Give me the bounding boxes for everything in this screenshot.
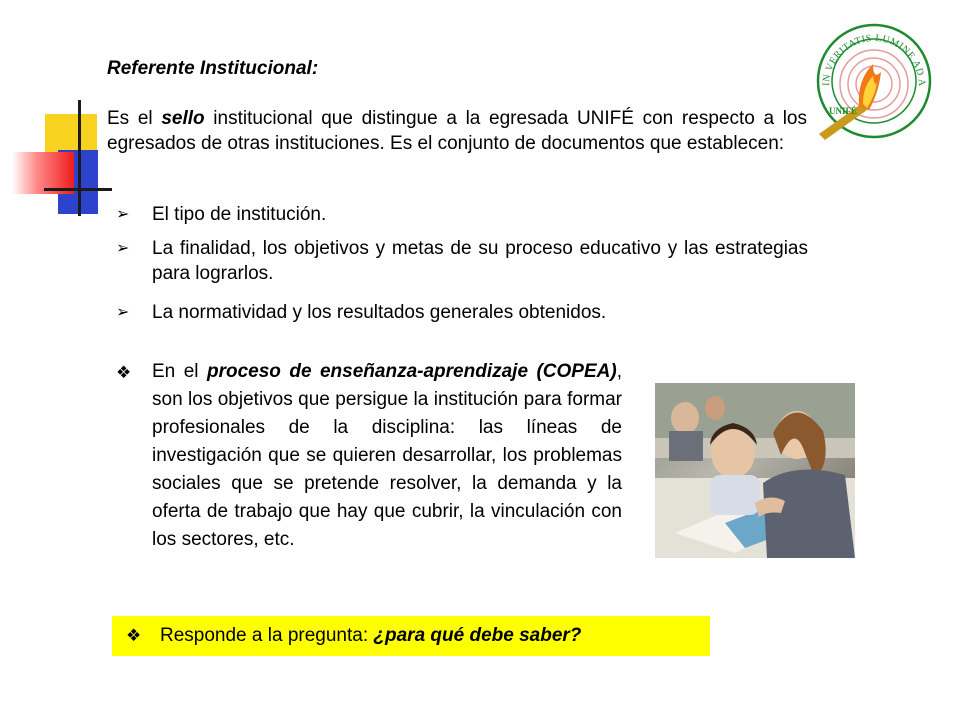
bullet-item bbox=[116, 300, 808, 325]
arrow-bullet-icon: ➢ bbox=[116, 206, 130, 223]
decor-horizontal-line bbox=[44, 188, 112, 191]
copea-emphasis: proceso de enseñanza-aprendizaje (COPEA) bbox=[206, 361, 617, 382]
arrow-bullet-icon: ➢ bbox=[116, 304, 130, 321]
callout-text bbox=[160, 616, 581, 656]
callout-question: ¿para qué debe saber? bbox=[373, 625, 582, 646]
bullet-item bbox=[116, 202, 808, 227]
seal-motto: IN VERITATIS LUMINE AD A bbox=[820, 32, 928, 87]
question-callout bbox=[112, 616, 710, 656]
copea-paragraph bbox=[116, 358, 622, 554]
copea-text-before: En el bbox=[152, 361, 207, 382]
intro-text-after: institucional que distingue a la egresada UNIFÉ con respecto a los egresados de otras instituciones. Es el conjunto de documentos que establecen: bbox=[107, 108, 807, 154]
intro-paragraph bbox=[107, 106, 807, 156]
bullet-item bbox=[116, 236, 808, 286]
bullet-text: La normatividad y los resultados generales obtenidos. bbox=[152, 302, 607, 323]
decor-vertical-line bbox=[78, 100, 81, 216]
diamond-bullet-icon: ❖ bbox=[126, 626, 142, 645]
section-heading: Referente Institucional: bbox=[107, 58, 319, 79]
arrow-bullet-icon: ➢ bbox=[116, 240, 130, 257]
seal-name: UNIFÉ bbox=[829, 106, 858, 116]
callout-prompt: Responde a la pregunta: bbox=[160, 625, 374, 646]
intro-text-before: Es el bbox=[107, 108, 162, 129]
unife-seal-logo bbox=[815, 22, 933, 140]
bullet-text: La finalidad, los objetivos y metas de su proceso educativo y las estrategias para lograrlos. bbox=[152, 238, 808, 284]
classroom-photo bbox=[655, 383, 855, 558]
intro-emphasis: sello bbox=[161, 108, 205, 129]
bullet-text: El tipo de institución. bbox=[152, 204, 327, 225]
diamond-bullet-icon: ❖ bbox=[116, 363, 132, 382]
copea-text-after: , son los objetivos que persigue la institución para formar profesionales de la disciplina: las líneas de investigación que se quieren desarrollar, los problemas sociales que se pretende resolver, la demanda y la oferta de trabajo que hay que cubrir, la vinculación con los sectores, etc. bbox=[152, 361, 622, 550]
